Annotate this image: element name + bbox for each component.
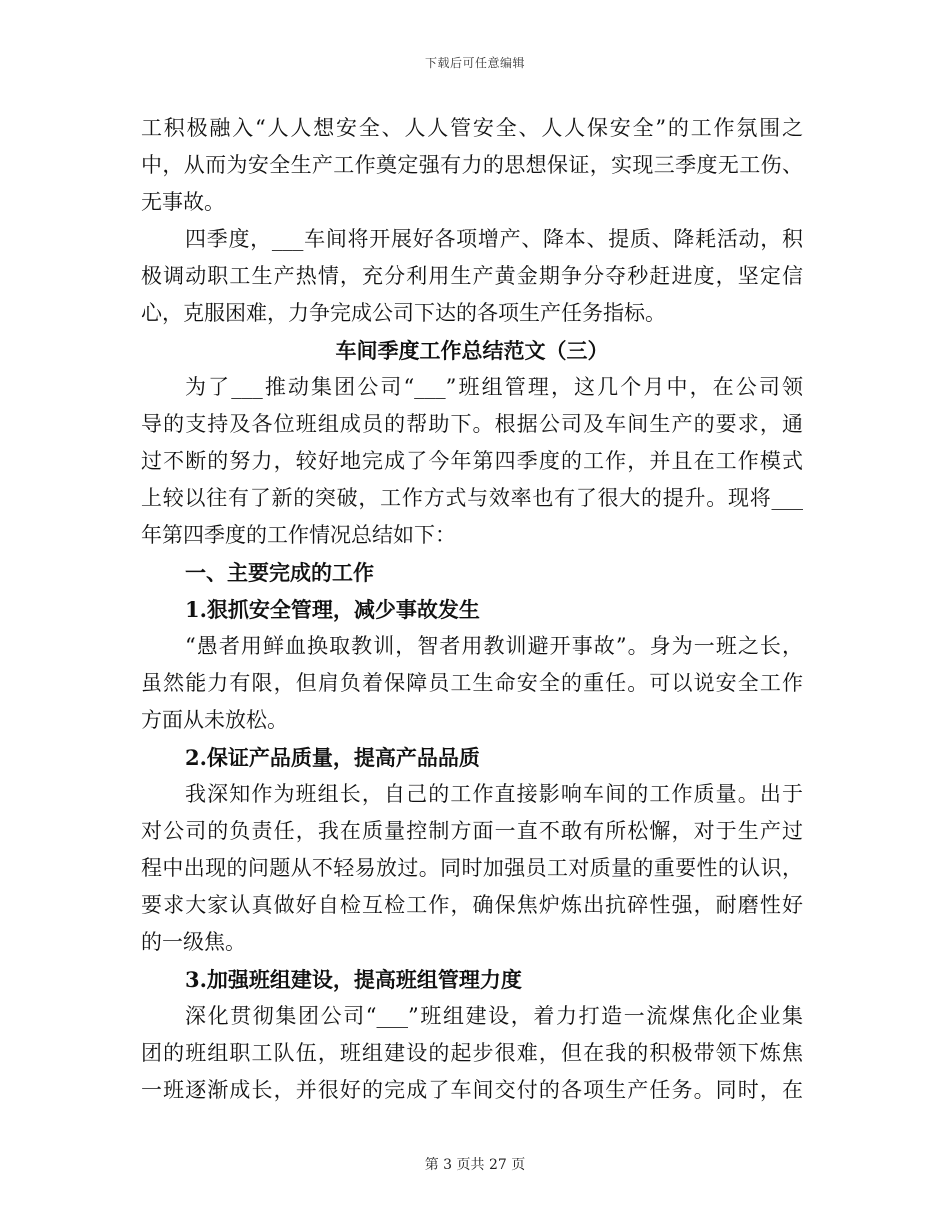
subheading: 1.狠抓安全管理，减少事故发生 — [185, 597, 480, 622]
paragraph-start: 四季度，___车间将开展好各项增产、降本、提质、降耗活动，积 — [185, 227, 803, 251]
body-line: 中，从而为安全生产工作奠定强有力的思想保证，实现三季度无工伤、 — [141, 153, 803, 177]
body-line: 上较以往有了新的突破，工作方式与效率也有了很大的提升。现将___ — [141, 486, 803, 510]
body-line: 对公司的负责任，我在质量控制方面一直不敢有所松懈，对于生产过 — [141, 819, 803, 843]
body-line: 心，克服困难，力争完成公司下达的各项生产任务指标。 — [141, 301, 666, 325]
body-line: 无事故。 — [141, 190, 225, 214]
paragraph-start: “愚者用鲜血换取教训，智者用教训避开事故”。身为一班之长， — [185, 634, 803, 658]
document-body — [141, 110, 803, 1109]
subheading: 3.加强班组建设，提高班组管理力度 — [185, 967, 522, 992]
page-header: 下载后可任意编辑 — [424, 56, 525, 70]
body-line: 程中出现的问题从不轻易放过。同时加强员工对质量的重要性的认识， — [141, 856, 803, 880]
body-line: 过不断的努力，较好地完成了今年第四季度的工作，并且在工作模式 — [141, 449, 803, 473]
body-line: 团的班组职工队伍，班组建设的起步很难，但在我的积极带领下炼焦 — [141, 1041, 803, 1065]
body-line: 一班逐渐成长，并很好的完成了车间交付的各项生产任务。同时，在 — [141, 1078, 803, 1102]
body-line: 工积极融入“人人想安全、人人管安全、人人保安全”的工作氛围之 — [141, 116, 803, 140]
body-line: 虽然能力有限，但肩负着保障员工生命安全的重任。可以说安全工作 — [141, 671, 803, 695]
paragraph-start: 我深知作为班组长，自己的工作直接影响车间的工作质量。出于 — [185, 782, 803, 806]
body-line: 要求大家认真做好自检互检工作，确保焦炉炼出抗碎性强，耐磨性好 — [141, 893, 803, 917]
section-title: 车间季度工作总结范文（三） — [335, 338, 609, 363]
body-line: 年第四季度的工作情况总结如下： — [141, 523, 456, 547]
body-line: 方面从未放松。 — [141, 708, 288, 732]
paragraph-start: 深化贯彻集团公司“___”班组建设，着力打造一流煤焦化企业集 — [185, 1004, 803, 1028]
paragraph-start: 为了___推动集团公司“___”班组管理，这几个月中，在公司领 — [185, 375, 803, 399]
subheading: 一、主要完成的工作 — [185, 560, 374, 585]
page-footer: 第 3 页共 27 页 — [424, 1157, 526, 1173]
body-line: 的一级焦。 — [141, 930, 246, 954]
body-line: 导的支持及各位班组成员的帮助下。根据公司及车间生产的要求，通 — [141, 412, 803, 436]
body-line: 极调动职工生产热情，充分利用生产黄金期争分夺秒赶进度，坚定信 — [141, 264, 803, 288]
subheading: 2.保证产品质量，提高产品品质 — [185, 745, 480, 770]
